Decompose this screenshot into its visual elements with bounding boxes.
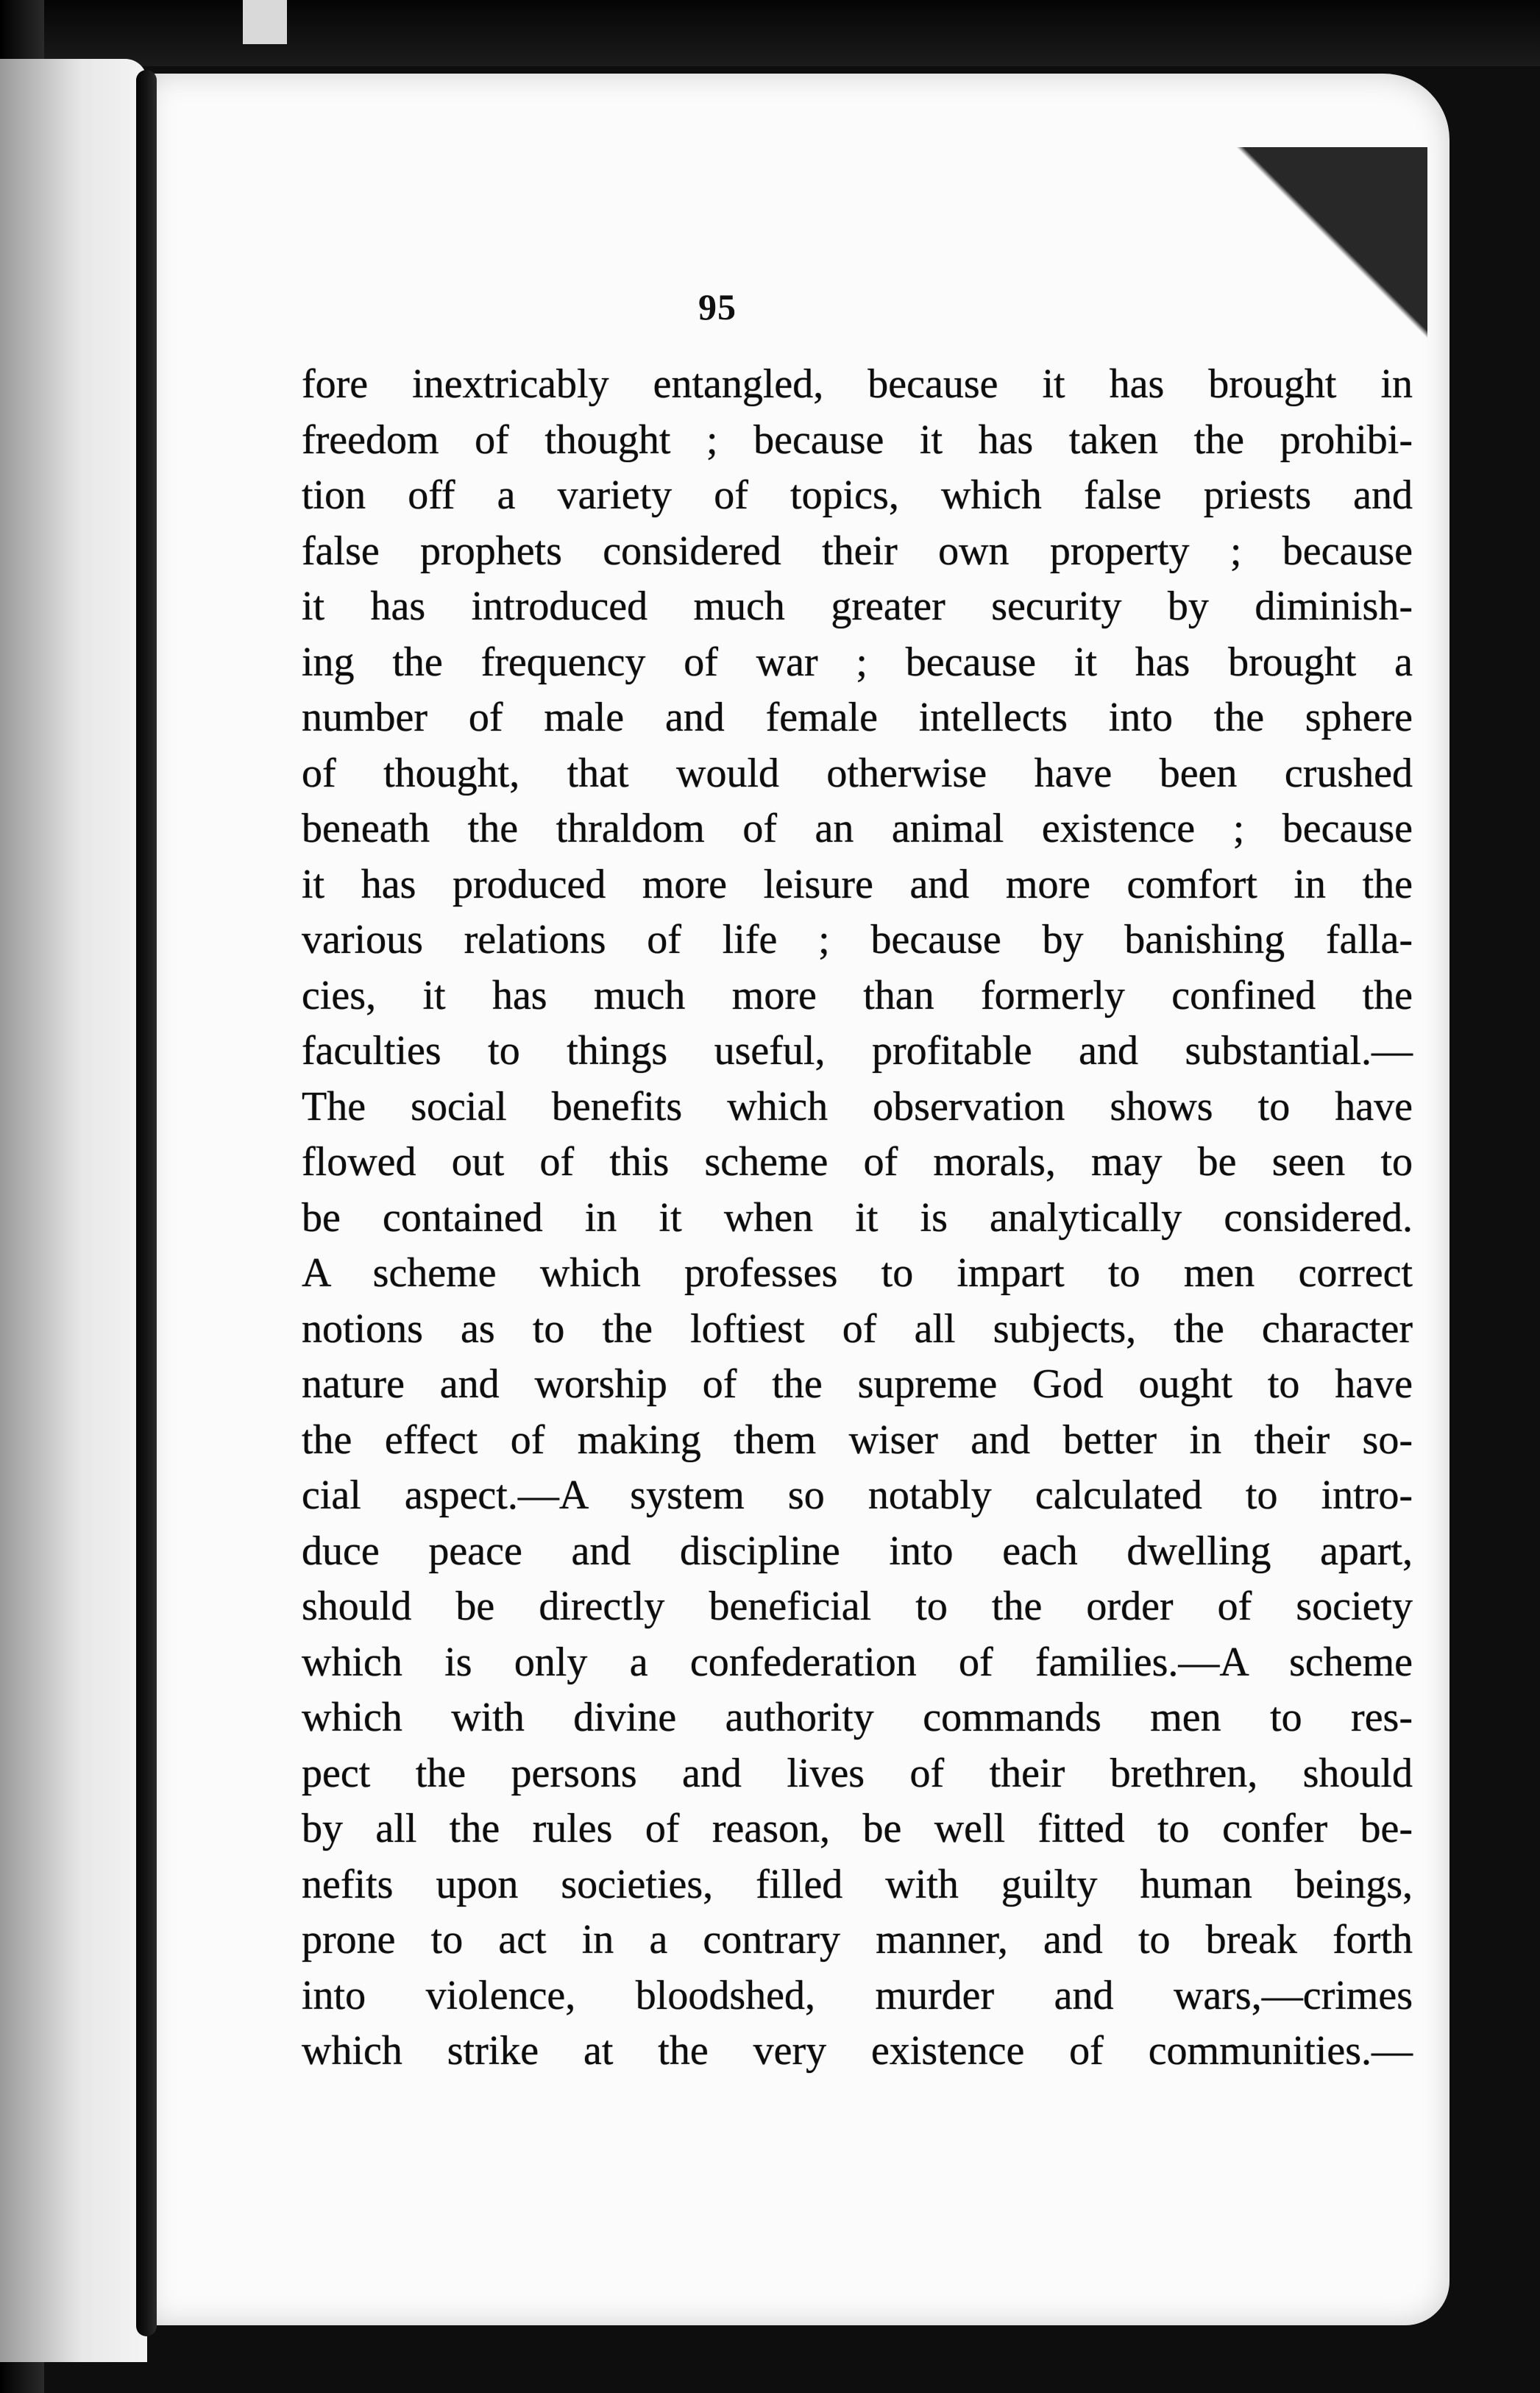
text-line: cial aspect.—A system so notably calculated to intro- — [302, 1472, 1413, 1518]
text-line: nefits upon societies, filled with guilty human beings, — [302, 1861, 1413, 1907]
text-line: prone to act in a contrary manner, and to break forth — [302, 1917, 1413, 1963]
scanner-light-patch — [243, 0, 287, 44]
text-line: flowed out of this scheme of morals, may be seen to — [302, 1139, 1413, 1185]
text-line: into violence, bloodshed, murder and wars,—crimes — [302, 1972, 1413, 2018]
text-line: the effect of making them wiser and better in their so- — [302, 1417, 1413, 1463]
text-line: number of male and female intellects into the sphere — [302, 695, 1413, 740]
text-line: freedom of thought ; because it has taken the prohibi- — [302, 416, 1413, 463]
text-line: it has introduced much greater security by diminish- — [302, 584, 1413, 629]
text-line: pect the persons and lives of their brethren, should — [302, 1750, 1413, 1796]
text-line: duce peace and discipline into each dwelling apart, — [302, 1528, 1413, 1574]
body-text — [302, 357, 1413, 2080]
text-line: which with divine authority commands men to res- — [302, 1695, 1413, 1740]
previous-page-edge — [0, 59, 147, 2362]
book-page — [147, 74, 1449, 2325]
page-number: 95 — [698, 286, 737, 327]
text-line: should be directly beneficial to the order of society — [302, 1584, 1413, 1629]
book-gutter — [136, 70, 157, 2336]
text-line: cies, it has much more than formerly confined the — [302, 972, 1413, 1018]
text-line: it has produced more leisure and more comfort in the — [302, 861, 1413, 907]
text-line: tion off a variety of topics, which false priests and — [302, 472, 1413, 518]
text-line: which strike at the very existence of communities.— — [302, 2028, 1413, 2074]
text-line: nature and worship of the supreme God ought to have — [302, 1361, 1413, 1407]
text-line: fore inextricably entangled, because it has brought in — [302, 361, 1413, 407]
text-line: faculties to things useful, profitable and substantial.— — [302, 1028, 1413, 1074]
text-line: of thought, that would otherwise have been crushed — [302, 750, 1413, 796]
text-line: A scheme which professes to impart to men correct — [302, 1250, 1413, 1296]
text-line: various relations of life ; because by banishing falla- — [302, 917, 1413, 962]
text-line: by all the rules of reason, be well fitted to confer be- — [302, 1806, 1413, 1851]
text-line: be contained in it when it is analytically considered. — [302, 1194, 1413, 1241]
scanner-top-edge — [0, 0, 1540, 66]
text-line: ing the frequency of war ; because it has brought a — [302, 639, 1413, 685]
text-line: notions as to the loftiest of all subjects, the character — [302, 1305, 1413, 1352]
text-line: beneath the thraldom of an animal existence ; because — [302, 806, 1413, 851]
text-line: The social benefits which observation shows to have — [302, 1083, 1413, 1130]
text-line: which is only a confederation of families.—A scheme — [302, 1639, 1413, 1685]
text-line: false prophets considered their own property ; because — [302, 528, 1413, 574]
